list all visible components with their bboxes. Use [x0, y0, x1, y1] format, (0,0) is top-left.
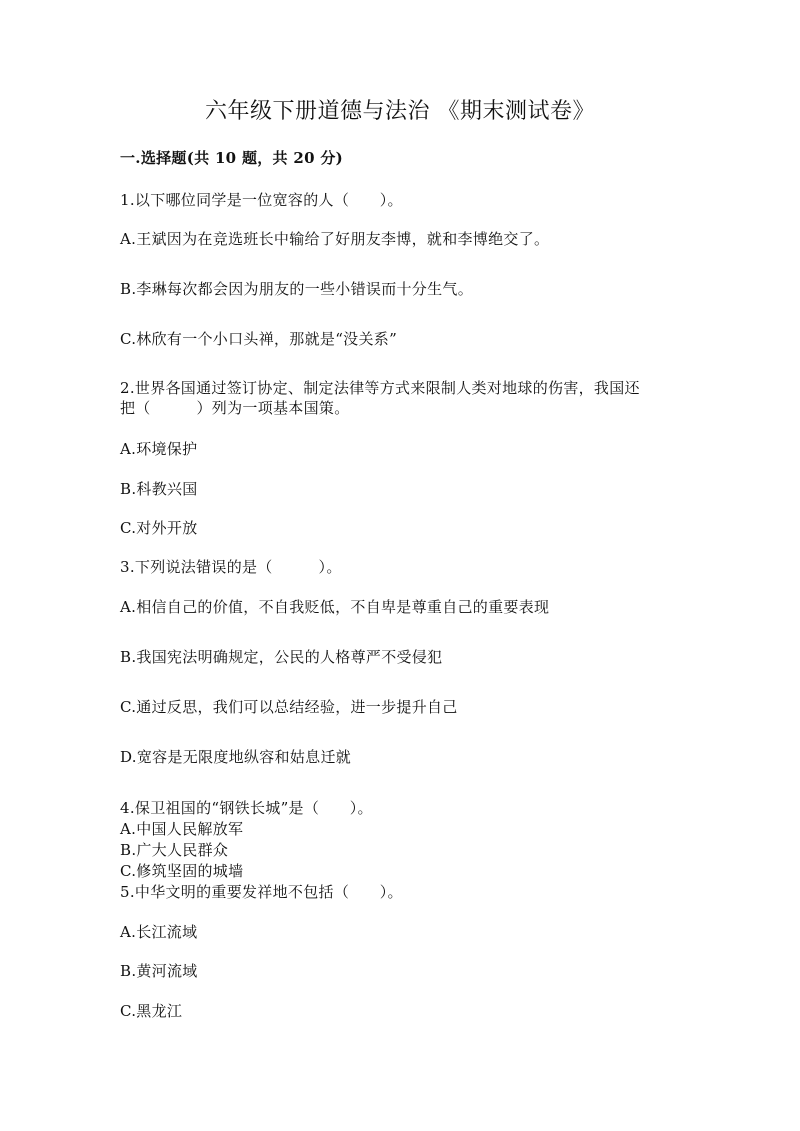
question-3-stem: 3.下列说法错误的是（ ）。 — [120, 558, 342, 576]
question-5-option-a: A.长江流域 — [120, 923, 198, 941]
question-5-option-b: B.黄河流域 — [120, 962, 198, 980]
question-1-option-c: C.林欣有一个小口头禅，那就是“没关系” — [120, 330, 398, 348]
question-4-stem: 4.保卫祖国的“钢铁长城”是（ ）。 — [120, 799, 373, 817]
section-heading: 一.选择题(共 10 题，共 20 分) — [120, 149, 344, 167]
question-4-option-b: B.广大人民群众 — [120, 841, 229, 859]
question-2-stem-line-2: 把（ ）列为一项基本国策。 — [120, 399, 350, 417]
question-4-option-a: A.中国人民解放军 — [120, 820, 244, 838]
question-2-stem-line-1: 2.世界各国通过签订协定、制定法律等方式来限制人类对地球的伤害，我国还 — [120, 379, 640, 397]
question-1-option-b: B.李琳每次都会因为朋友的一些小错误而十分生气。 — [120, 280, 473, 298]
question-3-option-c: C.通过反思，我们可以总结经验，进一步提升自己 — [120, 698, 458, 716]
question-5-option-c: C.黑龙江 — [120, 1002, 183, 1020]
question-2-option-b: B.科教兴国 — [120, 480, 198, 498]
question-1-option-a: A.王斌因为在竞选班长中输给了好朋友李博，就和李博绝交了。 — [120, 230, 550, 248]
question-3-option-d: D.宽容是无限度地纵容和姑息迁就 — [120, 748, 352, 766]
question-3-option-b: B.我国宪法明确规定，公民的人格尊严不受侵犯 — [120, 648, 443, 666]
question-2-option-a: A.环境保护 — [120, 440, 198, 458]
question-4-option-c: C.修筑坚固的城墙 — [120, 862, 244, 880]
question-1-stem: 1.以下哪位同学是一位宽容的人（ ）。 — [120, 191, 403, 209]
question-2-option-c: C.对外开放 — [120, 519, 198, 537]
question-3-option-a: A.相信自己的价值，不自我贬低，不自卑是尊重自己的重要表现 — [120, 598, 550, 616]
page-title: 六年级下册道德与法治 《期末测试卷》 — [205, 99, 595, 124]
question-5-stem: 5.中华文明的重要发祥地不包括（ ）。 — [120, 883, 403, 901]
